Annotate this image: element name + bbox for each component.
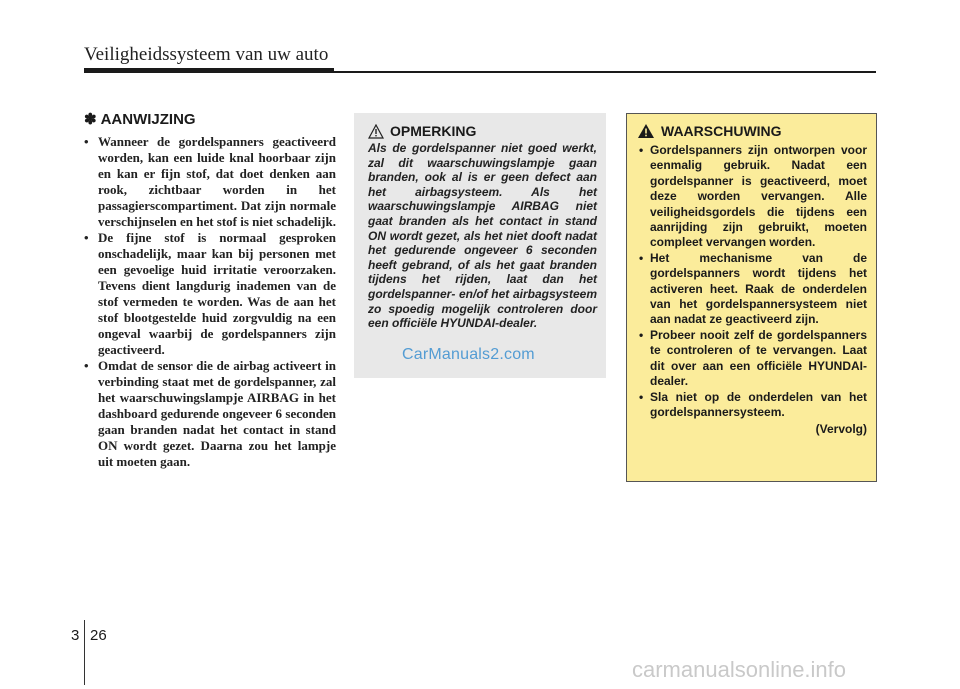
watermark-link[interactable]: CarManuals2.com — [402, 346, 535, 363]
opmerking-box — [354, 113, 606, 378]
asterisk-icon: ✽ — [84, 111, 97, 128]
waarschuwing-box — [626, 113, 877, 482]
page-header-title: Veiligheidssysteem van uw auto — [84, 44, 329, 65]
warning-item: • Het mechanisme van de gordelspanners wordt tijdens het activeren heet. Raak de onderdelen van het gordelspannersysteem niet aan nadat ze geactiveerd zijn. — [637, 251, 867, 328]
note-heading — [84, 110, 336, 128]
warning-item: • Sla niet op de onderdelen van het gordelspannersysteem. — [637, 390, 867, 421]
note-item: • Wanneer de gordelspanners geactiveerd worden, kan een luide knal hoorbaar zijn en kan er fijn stof, dat doet denken aan rook, zichtbaar worden in het passagierscompartiment. Dat zijn normale verschijnselen en het stof is niet schadelijk. — [84, 134, 336, 230]
section-number: 3 — [71, 627, 80, 644]
opmerking-heading — [368, 123, 597, 139]
header-rule — [84, 71, 876, 73]
warning-item: • Probeer nooit zelf de gordelspanners te controleren of te vervangen. Laat dit over aan een officiële HYUNDAI-dealer. — [637, 328, 867, 390]
warning-item: • Gordelspanners zijn ontworpen voor eenmalig gebruik. Nadat een gordelspanner is geactiveerd, moet deze worden vervangen. Alle veiligheidsgordels die tijdens een aanrijding zijn gebruikt, moeten compleet vervangen worden. — [637, 143, 867, 251]
note-heading-label: AANWIJZING — [100, 110, 196, 128]
continued-label: (Vervolg) — [815, 422, 867, 437]
opmerking-title: OPMERKING — [390, 123, 477, 139]
waarschuwing-list — [637, 143, 867, 420]
note-item: • Omdat de sensor die de airbag activeert in verbinding staat met de gordelspanner, zal het waarschuwingslampje AIRBAG in het dashboard gedurende ongeveer 6 seconden gaan branden nadat het contact in stand ON wordt gezet. Daarna zou het lampje uit moeten gaan. — [84, 358, 336, 470]
note-list — [84, 134, 336, 470]
waarschuwing-title: WAARSCHUWING — [661, 123, 782, 139]
note-item: • De fijne stof is normaal gesproken onschadelijk, maar kan bij personen met een gevoelige huid irritatie veroorzaken. Tevens dient langdurig inademen van de stof vermeden te worden. Was de aan het stof blootgestelde huid zorgvuldig na een ongeval waarbij de gordelspanners zijn geactiveerd. — [84, 230, 336, 358]
warning-triangle-icon — [637, 123, 655, 139]
footer-divider — [84, 620, 85, 685]
site-watermark[interactable]: carmanualsonline.info — [632, 657, 847, 682]
caution-triangle-icon — [368, 124, 384, 139]
waarschuwing-heading — [637, 123, 867, 139]
page-number: 26 — [90, 627, 107, 644]
opmerking-text: Als de gordelspanner niet goed werkt, zal dit waarschuwingslampje gaan branden, ook al is er geen defect aan het airbagsysteem. Als het waarschuwingslampje AIRBAG niet gaat branden als het contact in stand ON wordt gezet, als het niet dooft nadat het gedurende ongeveer 6 seconden heeft gebrand, of als het gaat branden tijdens het rijden, laat dan het gordelspanner- en/of het airbagsysteem zo spoedig mogelijk controleren door een officiële HYUNDAI-dealer. — [368, 141, 597, 331]
note-section — [84, 110, 336, 470]
